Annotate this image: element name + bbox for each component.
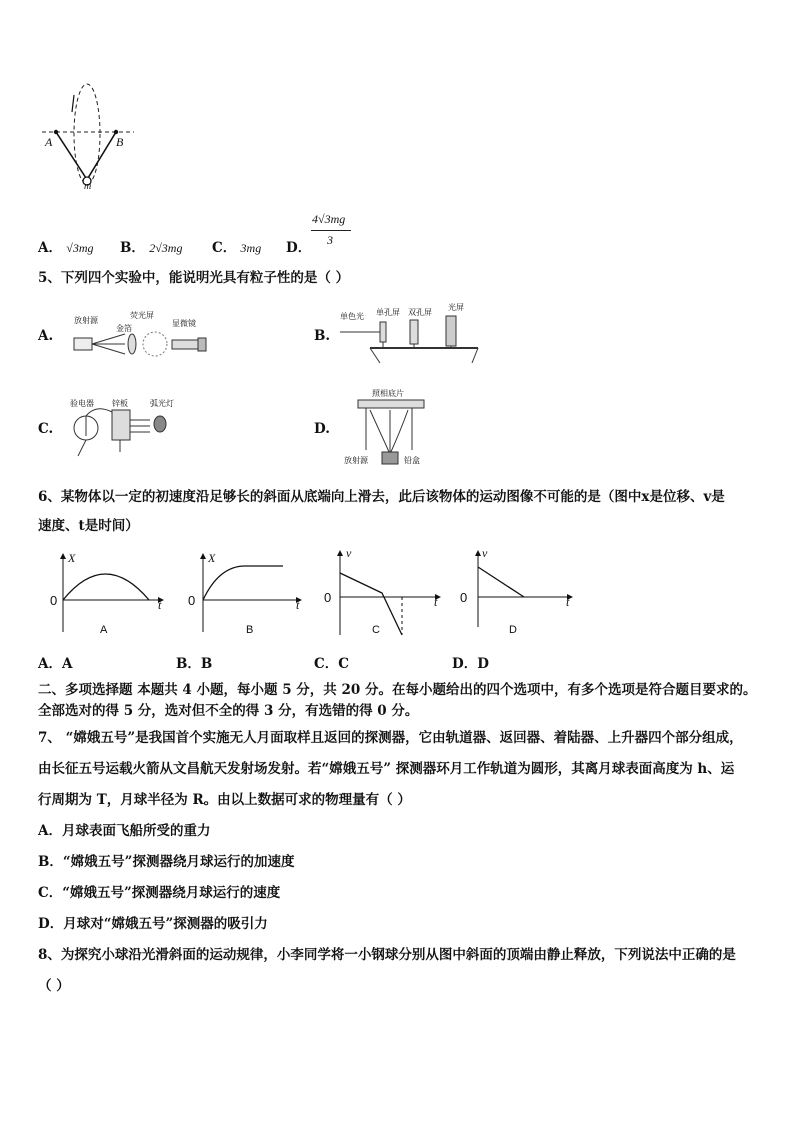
mass-label: m (84, 181, 92, 192)
q6-stem-line1: 6、某物体以一定的初速度沿足够长的斜面从底端向上滑去，此后该物体的运动图像不可能的是（图中x是位移、v是 (38, 489, 725, 505)
graph-a-ylabel: X (68, 551, 76, 565)
graph-b-caption: B (246, 624, 254, 636)
q4-option-a[interactable]: A． √3mg (38, 240, 94, 256)
graph-d-ylabel: v (482, 546, 488, 560)
graph-c-xlabel: t (434, 595, 438, 609)
graph-d (460, 545, 585, 637)
q6-option-c[interactable]: C．C (314, 656, 349, 672)
q6-option-a[interactable]: A．A (38, 656, 73, 672)
fig5d-label-source: 放射源 (344, 456, 368, 465)
graph-d-origin: 0 (460, 590, 468, 605)
graph-a-xlabel: t (158, 598, 162, 612)
fig5c-label-zinc: 锌板 (112, 399, 128, 408)
fig5a-label-microscope: 显微镜 (172, 319, 196, 328)
q4-option-c[interactable]: C． 3mg (212, 240, 262, 256)
q4-option-d-denominator: 3 (327, 233, 333, 247)
q7-option-c[interactable]: C．“嫦娥五号”探测器绕月球运行的速度 (38, 885, 281, 901)
graph-a (45, 548, 170, 640)
fraction-bar (311, 230, 351, 231)
fig5a-label-source: 放射源 (74, 316, 98, 325)
fig5b-label-screen: 光屏 (448, 303, 464, 312)
fig5a-label-foil: 金箔 (116, 324, 132, 333)
fig5b-label-light: 单色光 (340, 312, 364, 321)
graph-a-caption: A (100, 624, 108, 636)
q4-option-d-numerator: 4√3mg (312, 212, 346, 226)
section2-line1: 二、多项选择题 本题共 4 小题，每小题 5 分，共 20 分。在每小题给出的四个选项中，有多个选项是符合题目要求的。 (38, 682, 757, 698)
graph-d-caption: D (509, 624, 517, 636)
q8-stem-line1: 8、为探究小球沿光滑斜面的运动规律，小李同学将一小钢球分别从图中斜面的顶端由静止释放，下列说法中正确的是 (38, 947, 736, 963)
graph-c-ylabel: v (346, 546, 352, 560)
q7-stem-line1: 7、 “嫦娥五号”是我国首个实施无人月面取样且返回的探测器，它由轨道器、返回器、着陆器、上升器四个部分组成， (38, 730, 743, 746)
graph-a-origin: 0 (50, 593, 58, 608)
fig5b-label-single: 单孔屏 (376, 308, 400, 317)
q7-option-b[interactable]: B．“嫦娥五号”探测器绕月球运行的加速度 (38, 854, 295, 870)
fig5d-label-film: 照相底片 (372, 389, 404, 398)
fig5a-label-screen: 荧光屏 (130, 311, 154, 320)
q6-option-b[interactable]: B．B (176, 656, 213, 672)
graph-c-caption: C (372, 624, 380, 636)
fig5b-label-double: 双孔屏 (408, 308, 432, 317)
fig5d-label-leadbox: 铅盒 (404, 456, 420, 465)
graph-c (322, 545, 447, 637)
q5-option-b[interactable]: B. (314, 328, 331, 344)
graph-b-origin: 0 (188, 593, 196, 608)
photoelectric-figure (68, 402, 178, 460)
q7-option-a[interactable]: A．月球表面飞船所受的重力 (38, 823, 211, 839)
q7-stem-line3: 行周期为 T，月球半径为 R。由以上数据可求的物理量有（ ） (38, 792, 411, 808)
q5-option-c[interactable]: C. (38, 421, 54, 437)
fig5c-label-electroscope: 验电器 (70, 399, 94, 408)
section2-line2: 全部选对的得 5 分，选对但不全的得 3 分，有选错的得 0 分。 (38, 703, 419, 719)
q6-option-d[interactable]: D．D (452, 656, 489, 672)
q7-stem-line2: 由长征五号运载火箭从文昌航天发射场发射。若“嫦娥五号” 探测器环月工作轨道为圆形，其离月球表面高度为 h、运 (38, 761, 735, 777)
graph-c-origin: 0 (324, 590, 332, 605)
q5-option-a[interactable]: A. (38, 328, 54, 344)
graph-b-xlabel: t (296, 598, 300, 612)
q5-stem: 5、下列四个实验中，能说明光具有粒子性的是（ ） (38, 270, 350, 286)
q8-stem-line2: （ ） (38, 978, 70, 994)
graph-b-ylabel: X (208, 551, 216, 565)
point-a-label: A (45, 135, 53, 149)
graph-d-xlabel: t (566, 595, 570, 609)
q7-option-d[interactable]: D．月球对“嫦娥五号”探测器的吸引力 (38, 916, 268, 932)
q5-option-d[interactable]: D. (314, 421, 330, 437)
q4-option-d[interactable]: D． (286, 240, 312, 256)
fig5c-label-arclamp: 弧光灯 (150, 399, 174, 408)
q6-stem-line2: 速度、t是时间） (38, 518, 139, 534)
point-b-label: B (116, 135, 124, 149)
q4-option-b[interactable]: B． 2√3mg (120, 240, 183, 256)
